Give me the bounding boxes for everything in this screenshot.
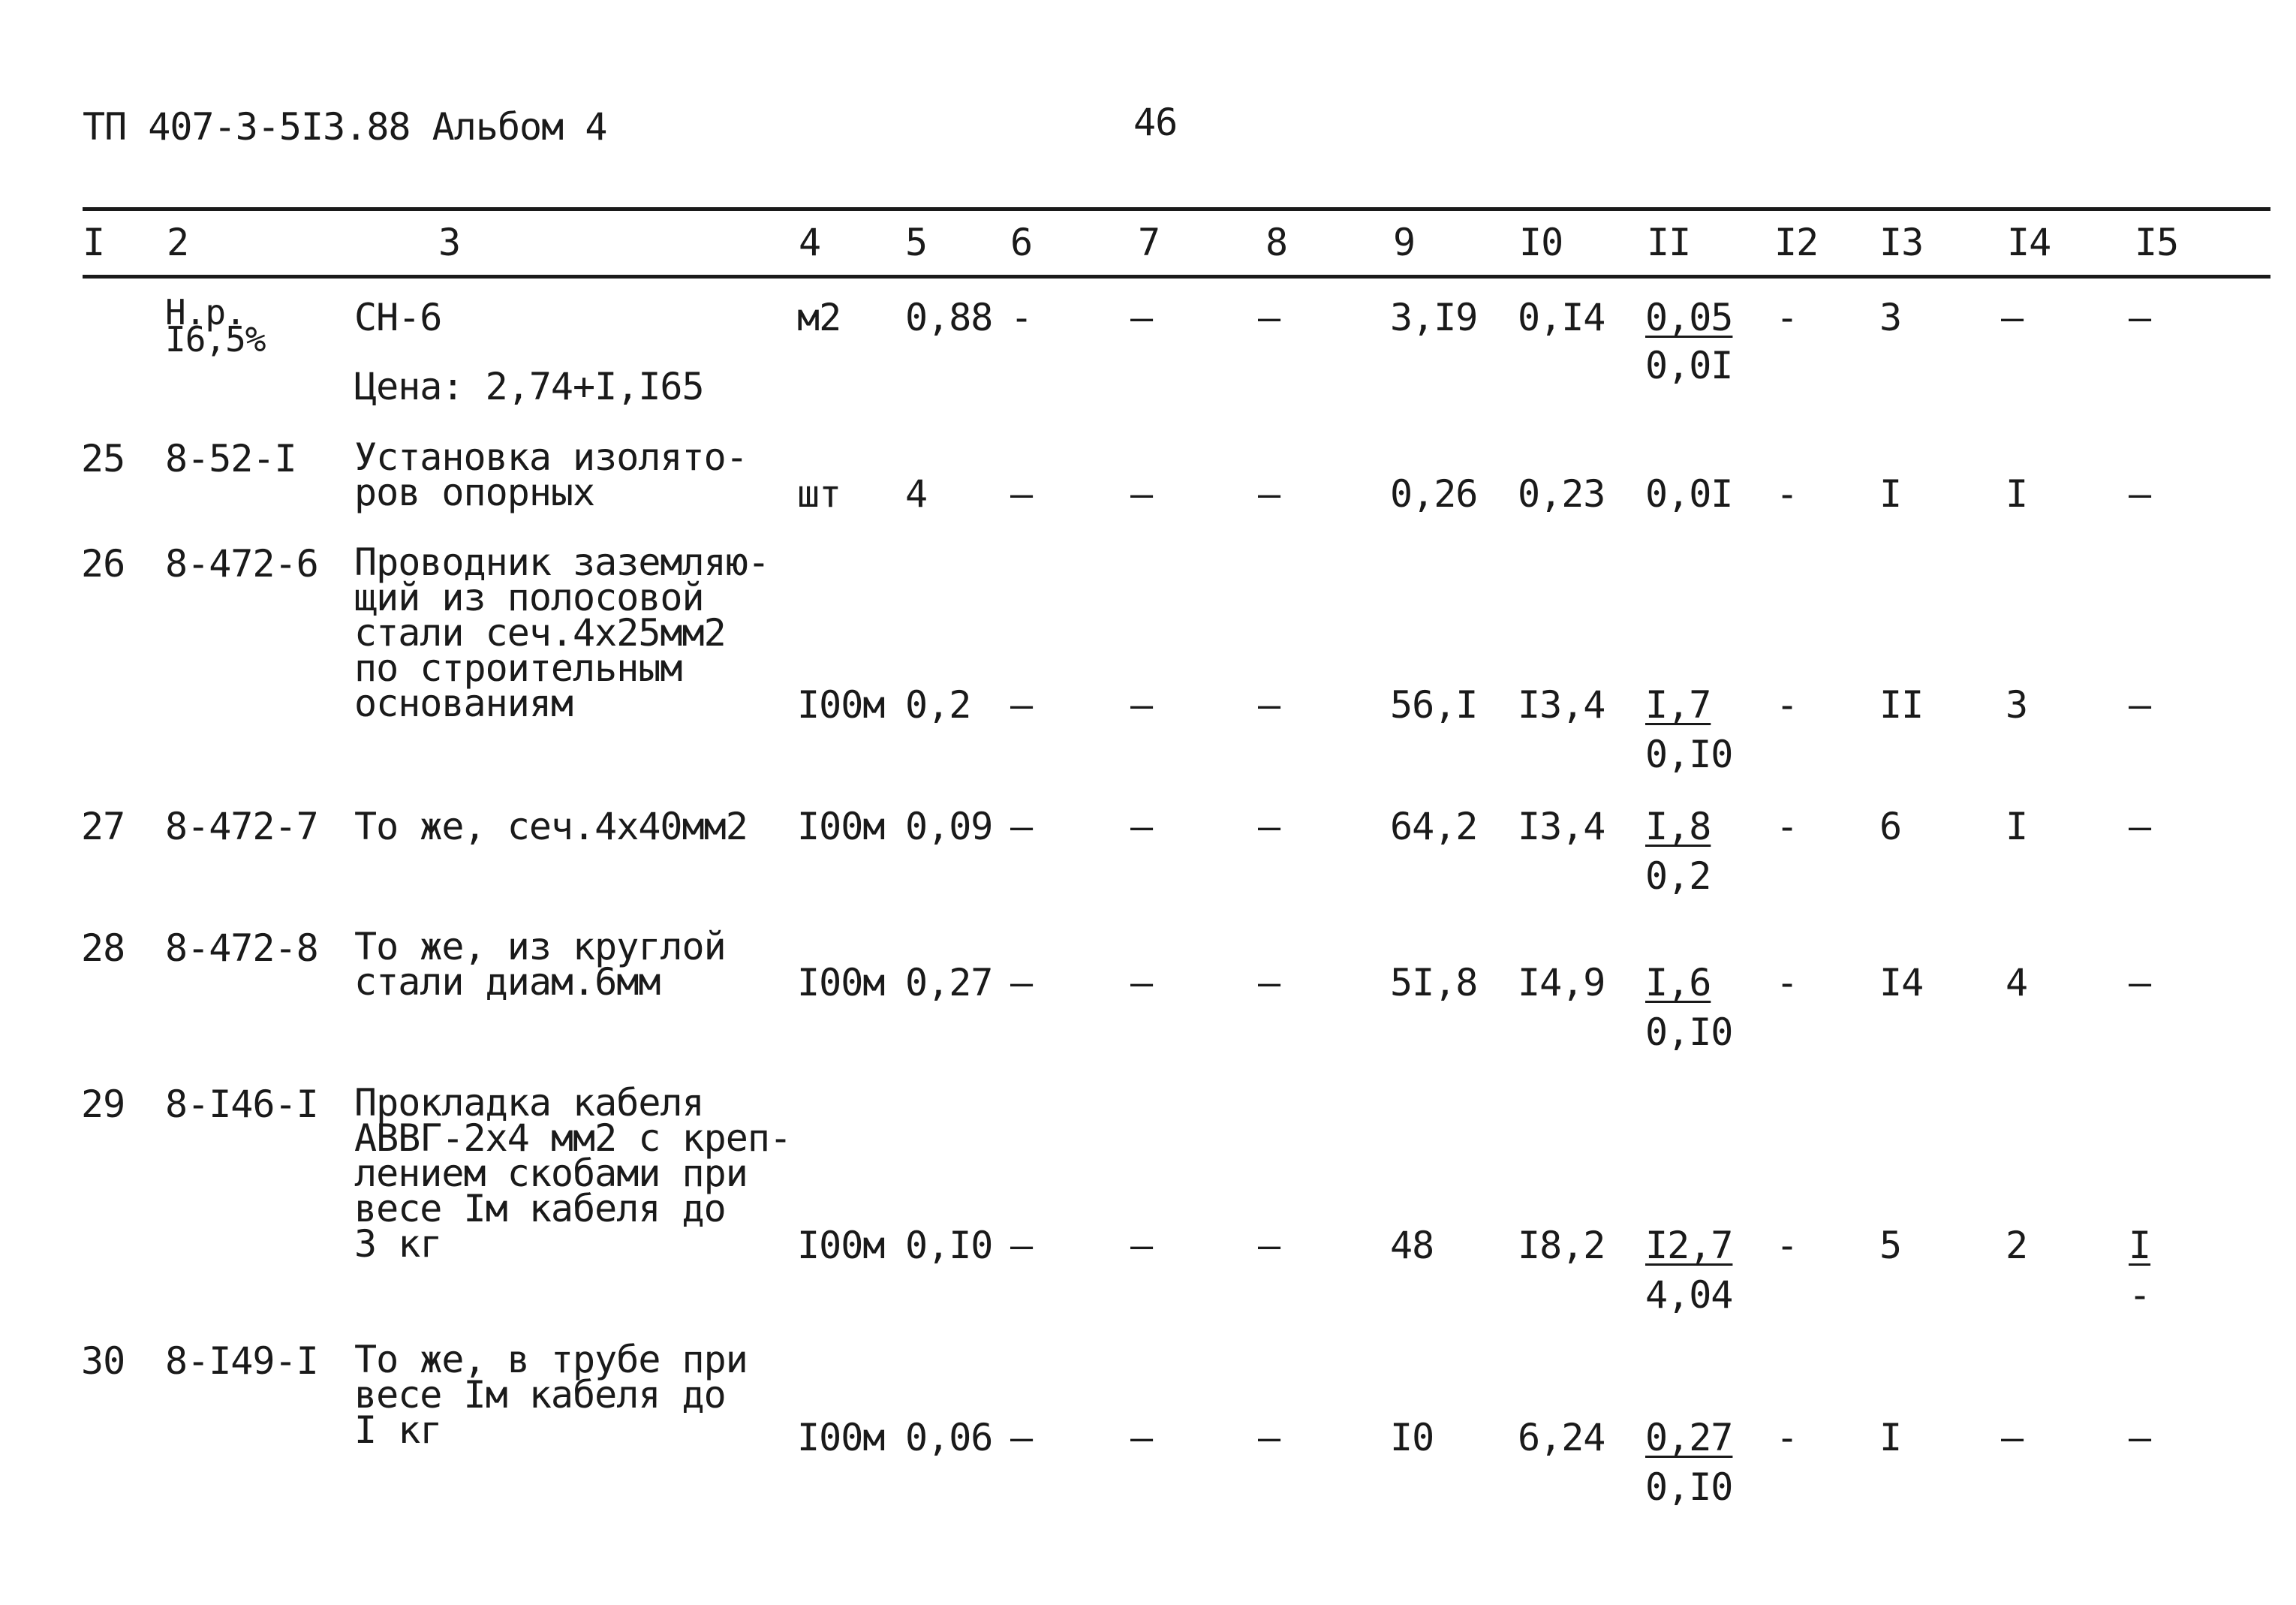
row-col11-bottom: 0,0I xyxy=(1645,344,1733,387)
row-col10: 0,I4 xyxy=(1518,296,1605,339)
row-col14: – xyxy=(2001,296,2024,339)
row-col6: – xyxy=(1010,472,1033,516)
row-col8: – xyxy=(1258,805,1280,848)
row-quantity: 0,06 xyxy=(905,1416,993,1459)
row-col11-bottom: 0,I0 xyxy=(1645,1010,1733,1054)
row-description: СН-6 xyxy=(354,296,442,339)
row-col15: – xyxy=(2129,805,2151,848)
row-description: Проводник заземляю- щий из полосовой стали сеч.4х25мм2 по строительным основаниям xyxy=(354,541,769,725)
row-col7: – xyxy=(1130,683,1153,727)
norm-reference: 8-I49-I xyxy=(165,1339,318,1383)
row-col9: 3,I9 xyxy=(1390,296,1478,339)
row-col11-top: 0,0I xyxy=(1645,472,1733,516)
row-col12: - xyxy=(1776,683,1798,727)
row-unit: I00м xyxy=(797,1224,885,1267)
row-col7: – xyxy=(1130,472,1153,516)
row-col11-bottom: 4,04 xyxy=(1645,1273,1733,1317)
row-col9: 5I,8 xyxy=(1390,961,1478,1004)
row-col10: I3,4 xyxy=(1518,805,1605,848)
column-header: I5 xyxy=(2135,221,2179,264)
row-quantity: 4 xyxy=(905,472,928,516)
norm-reference: 8-472-6 xyxy=(165,542,318,586)
column-header: 6 xyxy=(1010,221,1033,264)
row-number: 27 xyxy=(81,805,125,848)
row-col8: – xyxy=(1258,472,1280,516)
row-quantity: 0,27 xyxy=(905,961,993,1004)
row-col6: – xyxy=(1010,683,1033,727)
row-col15: – xyxy=(2129,961,2151,1004)
row-col11-top: I2,7 xyxy=(1645,1224,1733,1267)
row-col14: I xyxy=(2006,472,2028,516)
row-unit: I00м xyxy=(797,961,885,1004)
table-header-rule xyxy=(83,275,2270,279)
row-unit: м2 xyxy=(797,296,841,339)
row-col15: – xyxy=(2129,296,2151,339)
row-col13: 3 xyxy=(1879,296,1902,339)
page-number: 46 xyxy=(1133,101,1178,144)
row-col11-top: I,6 xyxy=(1645,961,1711,1004)
row-col7: – xyxy=(1130,1224,1153,1267)
price-note: Цена: 2,74+I,I65 xyxy=(354,365,704,408)
row-col8: – xyxy=(1258,296,1280,339)
row-col13: I xyxy=(1879,1416,1902,1459)
row-description: То же, сеч.4х40мм2 xyxy=(354,805,748,848)
row-unit: I00м xyxy=(797,1416,885,1459)
row-col12: - xyxy=(1776,296,1798,339)
row-col13: I xyxy=(1879,472,1902,516)
row-description: То же, из круглой стали диам.6мм xyxy=(354,925,726,1004)
row-col8: – xyxy=(1258,1416,1280,1459)
column-header: I3 xyxy=(1879,221,1924,264)
norm-reference: 8-472-7 xyxy=(165,805,318,848)
column-header: 7 xyxy=(1138,221,1160,264)
row-col10: I3,4 xyxy=(1518,683,1605,727)
column-header: I2 xyxy=(1774,221,1819,264)
norm-reference: 8-472-8 xyxy=(165,926,318,970)
row-col9: I0 xyxy=(1390,1416,1434,1459)
row-col10: I4,9 xyxy=(1518,961,1605,1004)
column-header: II xyxy=(1647,221,1691,264)
row-description: Установка изолято- ров опорных xyxy=(354,435,748,514)
row-number: 28 xyxy=(81,926,125,970)
row-col9: 56,I xyxy=(1390,683,1478,727)
column-header: 9 xyxy=(1393,221,1416,264)
row-number: 30 xyxy=(81,1339,125,1383)
column-header: I4 xyxy=(2007,221,2051,264)
row-col11-bottom: 0,2 xyxy=(1645,854,1711,898)
row-col15: – xyxy=(2129,472,2151,516)
row-quantity: 0,09 xyxy=(905,805,993,848)
row-description: Прокладка кабеля АВВГ-2х4 мм2 с креп- лением скобами при весе Iм кабеля до 3 кг xyxy=(354,1081,792,1266)
row-col13: 5 xyxy=(1879,1224,1902,1267)
norm-reference: Н.р. I6,5% xyxy=(165,292,266,360)
row-col7: – xyxy=(1130,1416,1153,1459)
row-col6: – xyxy=(1010,1224,1033,1267)
row-quantity: 0,88 xyxy=(905,296,993,339)
norm-reference: 8-I46-I xyxy=(165,1083,318,1126)
row-col13: I4 xyxy=(1879,961,1924,1004)
row-col11-bottom: 0,I0 xyxy=(1645,1465,1733,1509)
row-unit: I00м xyxy=(797,805,885,848)
row-col12: - xyxy=(1776,1416,1798,1459)
row-col7: – xyxy=(1130,961,1153,1004)
row-col12: - xyxy=(1776,805,1798,848)
row-col7: – xyxy=(1130,805,1153,848)
row-col12: - xyxy=(1776,1224,1798,1267)
row-col10: 0,23 xyxy=(1518,472,1605,516)
row-col6: - xyxy=(1010,296,1033,339)
row-col14: 3 xyxy=(2006,683,2028,727)
row-col9: 64,2 xyxy=(1390,805,1478,848)
row-col11-top: 0,05 xyxy=(1645,296,1733,339)
row-col9: 48 xyxy=(1390,1224,1434,1267)
row-number: 29 xyxy=(81,1083,125,1126)
row-col10: I8,2 xyxy=(1518,1224,1605,1267)
column-header: 3 xyxy=(438,221,461,264)
row-col14: I xyxy=(2006,805,2028,848)
row-col6: – xyxy=(1010,961,1033,1004)
norm-reference: 8-52-I xyxy=(165,437,296,480)
row-col11-top: 0,27 xyxy=(1645,1416,1733,1459)
column-header: 4 xyxy=(799,221,821,264)
row-unit: шт xyxy=(797,472,841,516)
row-quantity: 0,2 xyxy=(905,683,971,727)
row-col6: – xyxy=(1010,1416,1033,1459)
row-col11-bottom: 0,I0 xyxy=(1645,733,1733,776)
row-col7: – xyxy=(1130,296,1153,339)
row-col13: 6 xyxy=(1879,805,1902,848)
row-col6: – xyxy=(1010,805,1033,848)
column-header: 8 xyxy=(1265,221,1288,264)
row-col14: 4 xyxy=(2006,961,2028,1004)
row-unit: I00м xyxy=(797,683,885,727)
row-col14: – xyxy=(2001,1416,2024,1459)
row-col10: 6,24 xyxy=(1518,1416,1605,1459)
row-col8: – xyxy=(1258,961,1280,1004)
row-number: 25 xyxy=(81,437,125,480)
row-col8: – xyxy=(1258,683,1280,727)
row-quantity: 0,I0 xyxy=(905,1224,993,1267)
column-header: 2 xyxy=(167,221,189,264)
column-header: 5 xyxy=(905,221,928,264)
row-col15: – xyxy=(2129,1416,2151,1459)
row-col12: - xyxy=(1776,961,1798,1004)
column-header: I0 xyxy=(1519,221,1563,264)
row-col8: – xyxy=(1258,1224,1280,1267)
row-description: То же, в трубе при весе Iм кабеля до I кг xyxy=(354,1338,748,1452)
row-col13: II xyxy=(1879,683,1924,727)
document-reference: ТП 407-3-5I3.88 Альбом 4 xyxy=(83,105,607,149)
row-number: 26 xyxy=(81,542,125,586)
row-col11-top: I,7 xyxy=(1645,683,1711,727)
row-col11-top: I,8 xyxy=(1645,805,1711,848)
row-col15-top: I xyxy=(2129,1224,2151,1267)
row-col9: 0,26 xyxy=(1390,472,1478,516)
column-header: I xyxy=(83,221,105,264)
table-top-rule xyxy=(83,207,2270,211)
row-col15: – xyxy=(2129,683,2151,727)
row-col12: - xyxy=(1776,472,1798,516)
row-col15-bottom: - xyxy=(2129,1273,2151,1317)
row-col14: 2 xyxy=(2006,1224,2028,1267)
